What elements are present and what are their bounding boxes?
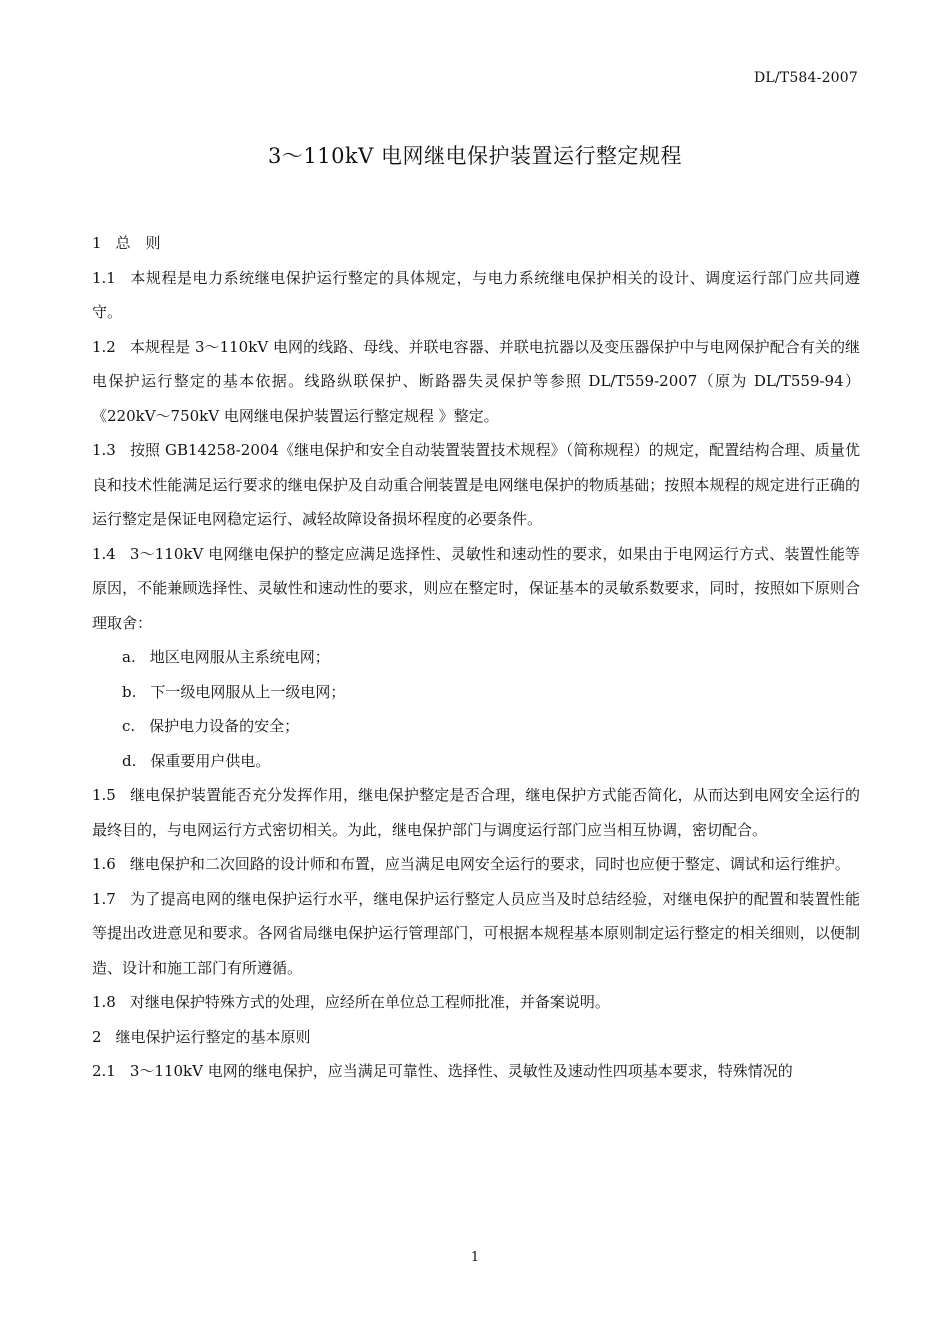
- clause-number: 1.7: [92, 889, 116, 908]
- clause-text: 本规程是 3～110kV 电网的线路、母线、并联电容器、并联电抗器以及变压器保护中与电网保护配合有关的继电保护运行整定的基本依据。线路纵联保护、断路器失灵保护等参照 DL/T559-2007（原为 DL/T559-94）《220kV～750kV 电网继电保护装置运行整定规程 》整定。: [92, 337, 860, 425]
- clause-number: 1.3: [92, 441, 116, 459]
- section-heading: [92, 1020, 860, 1055]
- page-number: 1: [470, 1250, 480, 1265]
- clause-number: d.: [122, 751, 137, 770]
- clause-paragraph: [92, 847, 860, 882]
- clause-number: a.: [122, 648, 136, 666]
- clause-paragraph: [92, 882, 860, 986]
- clause-paragraph: [92, 330, 860, 434]
- clause-number: c.: [122, 717, 136, 735]
- clause-number: 1.2: [92, 337, 116, 356]
- clause-number: 2: [92, 1027, 102, 1046]
- clause-text: 3～110kV 电网继电保护的整定应满足选择性、灵敏性和速动性的要求，如果由于电网运行方式、装置性能等原因，不能兼顾选择性、灵敏性和速动性的要求，则应在整定时，保证基本的灵敏系数要求，同时，按照如下原则合理取舍：: [92, 544, 860, 632]
- document-title: 3～110kV 电网继电保护装置运行整定规程: [267, 144, 682, 168]
- clause-text: 继电保护运行整定的基本原则: [115, 1027, 311, 1046]
- clause-text: 继电保护装置能否充分发挥作用，继电保护整定是否合理，继电保护方式能否简化，从而达到电网安全运行的最终目的，与电网运行方式密切相关。为此，继电保护部门与调度运行部门应当相互协调，密切配合。: [92, 786, 860, 839]
- clause-number: 1.8: [92, 993, 116, 1011]
- clause-paragraph: [92, 1054, 860, 1089]
- clause-number: 1.1: [92, 268, 116, 287]
- clause-paragraph: [92, 433, 860, 537]
- list-item: [92, 640, 860, 675]
- clause-text: 对继电保护特殊方式的处理，应经所在单位总工程师批准，并备案说明。: [129, 993, 610, 1011]
- clause-paragraph: [92, 778, 860, 847]
- clause-text: 地区电网服从主系统电网；: [149, 648, 330, 666]
- document-code: DL/T584-2007: [753, 70, 858, 86]
- clause-number: 2.1: [92, 1062, 116, 1080]
- clause-text: 总 则: [115, 234, 161, 252]
- clause-number: 1.6: [92, 855, 116, 873]
- clause-text: 本规程是电力系统继电保护运行整定的具体规定，与电力系统继电保护相关的设计、调度运行部门应共同遵守。: [92, 268, 860, 321]
- clause-text: 按照 GB14258-2004《继电保护和安全自动装置装置技术规程》（简称规程）的规定，配置结构合理、质量优良和技术性能满足运行要求的继电保护及自动重合闸装置是电网继电保护的物质基础；按照本规程的规定进行正确的运行整定是保证电网稳定运行、减轻故障设备损坏程度的必要条件。: [92, 441, 860, 528]
- section-heading: [92, 226, 860, 261]
- list-item: [92, 744, 860, 779]
- clause-text: 继电保护和二次回路的设计师和布置，应当满足电网安全运行的要求，同时也应便于整定、调试和运行维护。: [129, 855, 850, 873]
- clause-paragraph: [92, 261, 860, 330]
- clause-paragraph: [92, 985, 860, 1020]
- clause-text: 为了提高电网的继电保护运行水平，继电保护运行整定人员应当及时总结经验，对继电保护的配置和装置性能等提出改进意见和要求。各网省局继电保护运行管理部门，可根据本规程基本原则制定运行整定的相关细则，以便制造、设计和施工部门有所遵循。: [92, 889, 860, 977]
- clause-text: 3～110kV 电网的继电保护，应当满足可靠性、选择性、灵敏性及速动性四项基本要求，特殊情况的: [129, 1062, 793, 1080]
- document-body: [92, 226, 860, 1089]
- clause-text: 保重要用户供电。: [150, 751, 271, 770]
- clause-number: 1: [92, 234, 102, 252]
- clause-text: 保护电力设备的安全；: [149, 717, 300, 735]
- list-item: [92, 675, 860, 710]
- clause-number: 1.5: [92, 786, 116, 804]
- clause-paragraph: [92, 537, 860, 641]
- clause-text: 下一级电网服从上一级电网；: [150, 682, 346, 701]
- clause-number: b.: [122, 682, 137, 701]
- list-item: [92, 709, 860, 744]
- clause-number: 1.4: [92, 544, 116, 563]
